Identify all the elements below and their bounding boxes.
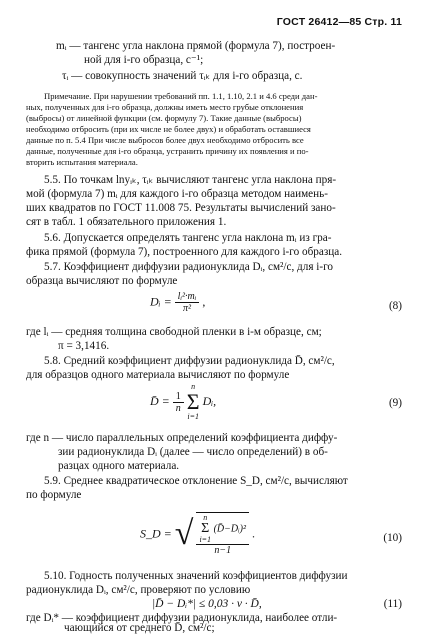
- note-line: данные, полученные для i-го образца, устранить причину их появления и по-: [26, 146, 309, 156]
- formula-10-sum-upper: n: [203, 513, 208, 522]
- text-line: ших квадратов по ГОСТ 11.008 75. Результаты вычислений зано-: [26, 202, 336, 214]
- formula-10-tail: .: [252, 526, 255, 541]
- formula-9-lhs: D̄ =: [150, 393, 170, 408]
- text-line: 5.10. Годность полученных значений коэффициентов диффузии: [44, 570, 348, 582]
- text-line: π = 3,1416.: [58, 340, 110, 352]
- text-line: 5.5. По точкам lnyᵢₖ, τᵢₖ вычисляют тангенс угла наклона пря-: [44, 174, 337, 186]
- formula-9: [150, 383, 216, 421]
- text-line: фика прямой (формула 7), построенного для каждого i-го образца.: [26, 246, 343, 258]
- note-line: данные по п. 5.4 При числе выбросов более двух необходимо отбросить все: [26, 135, 304, 145]
- text-line: образца вычисляют по формуле: [26, 275, 178, 287]
- formula-8-numerator: lᵢ²·mᵢ: [175, 291, 200, 303]
- formula-10-fraction: [196, 512, 249, 556]
- note-line: ных, полученных для i-го образца, должны иметь место грубые отклонения: [26, 102, 304, 112]
- formula-8-fraction: [175, 291, 200, 314]
- text-line: где n — число параллельных определений коэффициента диффу-: [26, 432, 338, 444]
- note-line: необходимо отбросить (при их числе не более двух) и обработать оставшиеся: [26, 124, 311, 134]
- note-line: (выбросы) от линейной функции (см. формулу 7). Такие данные (выбросы): [26, 113, 302, 123]
- formula-9-denominator: n: [175, 402, 181, 414]
- formula-10-numerator: [196, 514, 249, 545]
- text-line: где lᵢ — средняя толщина свободной пленки в i-м образце, см;: [26, 326, 322, 338]
- formula-10-denominator: n−1: [214, 545, 232, 556]
- sqrt-icon: √: [174, 515, 194, 552]
- formula-8-lhs: Dᵢ =: [150, 294, 172, 309]
- formula-10-lhs: S_D =: [140, 526, 172, 541]
- text-line: разцах одного материала.: [58, 460, 180, 472]
- formula-8-tail: ,: [202, 294, 206, 309]
- equation-number-10: (10): [383, 532, 402, 544]
- formula-8-denominator: π²: [183, 303, 192, 314]
- formula-11: |D̄ − Dᵢ*| ≤ 0,03 · ν · D̄,: [152, 598, 262, 610]
- text-line: по формуле: [26, 489, 82, 501]
- text-line: ной для i-го образца, с⁻¹;: [84, 54, 204, 66]
- formula-9-numerator: 1: [173, 391, 184, 403]
- text-line: 5.9. Среднее квадратическое отклонение S_D, см²/с, вычисляют: [44, 475, 348, 487]
- text-line: τᵢ — совокупность значений τᵢₖ для i-го образца, с.: [62, 70, 303, 82]
- equation-number-8: (8): [388, 300, 402, 312]
- sigma-icon: Σ: [186, 389, 200, 414]
- equation-number-9: (9): [388, 397, 402, 409]
- formula-9-sum-lower: i=1: [187, 412, 199, 421]
- formula-10-sum: [199, 514, 211, 544]
- formula-10: [140, 512, 255, 556]
- text-line: где Dᵢ* — коэффициент диффузии радионуклида, наиболее отли-: [26, 612, 338, 624]
- formula-10-term: (D̄−Dᵢ)²: [213, 523, 246, 535]
- text-line: для образцов одного материала вычисляют по формуле: [26, 369, 290, 381]
- text-line: mᵢ — тангенс угла наклона прямой (формула 7), построен-: [56, 40, 336, 52]
- equation-number-11: (11): [383, 598, 402, 610]
- text-line: мой (формула 7) mᵢ для каждого i-го образца методом наимень-: [26, 188, 328, 200]
- formula-9-fraction: [173, 391, 184, 414]
- text-line: чающийся от среднего D̄, см²/с;: [64, 622, 215, 634]
- note-line: вторить испытания материала.: [26, 157, 138, 167]
- sigma-icon: Σ: [201, 521, 210, 536]
- formula-8: [150, 291, 205, 314]
- formula-9-sum-upper: n: [191, 382, 196, 391]
- formula-9-sum: [187, 383, 200, 421]
- text-line: радионуклида Dᵢ, см²/с, проверяют по условию: [26, 584, 251, 596]
- note-line: Примечание. При нарушении требований пп. 1.1, 1.10, 2.1 и 4.6 среди дан-: [44, 91, 318, 101]
- formula-10-sum-lower: i=1: [199, 535, 212, 544]
- formula-9-term: Dᵢ,: [202, 393, 217, 408]
- text-line: зии радионуклида Dᵢ (далее — число определений) в об-: [58, 446, 328, 458]
- text-line: сят в табл. 1 обязательного приложения 1.: [26, 216, 227, 228]
- page-header: ГОСТ 26412—85 Стр. 11: [276, 16, 402, 28]
- text-line: 5.7. Коэффициент диффузии радионуклида Dᵢ, см²/с, для i-го: [44, 261, 333, 273]
- text-line: 5.6. Допускается определять тангенс угла наклона mᵢ из гра-: [44, 232, 332, 244]
- text-line: 5.8. Средний коэффициент диффузии радионуклида D̄, см²/с,: [44, 355, 335, 367]
